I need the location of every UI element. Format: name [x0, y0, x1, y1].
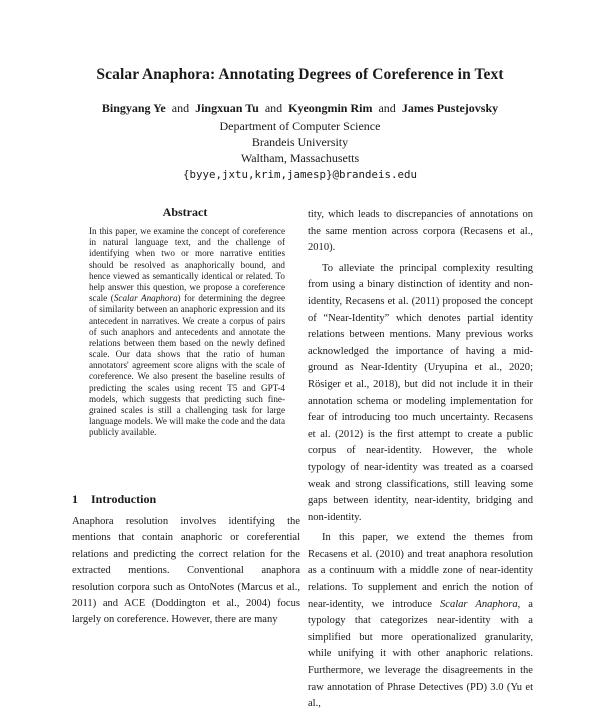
body-text: In this paper, we extend the themes from Recasens et al. (2010) and treat anaphora resolution as a continuum with a middle zone of near-identity relations. To supplement and enrich the notion of near-identity, we introduce	[308, 532, 533, 610]
author-list	[0, 101, 600, 116]
section-number: 1	[72, 492, 78, 506]
author-separator: and	[378, 101, 396, 115]
body-text: , a typology that categorizes near-identity with a simplified but more operationalized granularity, while unifying it with other anaphoric relations. Furthermore, we leverage the disagreements in the raw annotation of Phrase Detectives (PD) 3.0 (Yu et al.,	[308, 598, 533, 710]
abstract-text: ) for determining the degree of similarity between an anaphoric expression and its antecedent in narratives. We create a corpus of pairs of such anaphors and antecedents and annotate the relations between them based on the newly defined scale. Our data shows that the ratio of human annotators' agreement score aligns with the scale of coreference. We also present the baseline results of predicting the scales using recent T5 and GPT-4 models, which suggests that predicting such fine-grained scales is still a challenging task for large language models. We will make the code and the data publicly available.	[89, 293, 285, 438]
section-title: Introduction	[91, 492, 157, 506]
abstract-text: In this paper, we examine the concept of coreference in natural language text, and the challenge of identifying when two or more narrative entities should be resolved as anaphorically bound, and hence viewed as semantically identical or related. To help answer this question, we propose a coreference scale (	[89, 226, 285, 304]
affiliation-location: Waltham, Massachusetts	[240, 151, 360, 165]
author-name: Jingxuan Tu	[195, 101, 259, 115]
author-email: {byye,jxtu,krim,jamesp}@brandeis.edu	[182, 168, 417, 181]
paper-title: Scalar Anaphora: Annotating Degrees of Coreference in Text	[96, 66, 504, 83]
body-paragraph: To alleviate the principal complexity resulting from using a binary distinction of identity and non-identity, Recasens et al. (2011) proposed the concept of “Near-Identity” which denotes partial identity relations between mentions. Many previous works acknowledged the importance of having a mid-ground as Near-Identity (Uryupina et al., 2020; Rösiger et al., 2018), but did not include it in their annotation schema or modeling implementation for fear of introducing too much uncertainty. Recasens et al. (2012) is the first attempt to create a public corpus of near-identity. However, the whole typology of near-identity was treated as a coarsed weak and strong classifications, still leaving some gaps between identity, near-identity, bridging and non-identity.	[308, 262, 533, 523]
affiliation-university: Brandeis University	[251, 135, 349, 149]
body-paragraph: Anaphora resolution involves identifying the mentions that contain anaphoric or coreferential relations and predicting the correct relation for the extracted mentions. Conventional anaphora resolution corpora such as OntoNotes (Marcus et al., 2011) and ACE (Doddington et al., 2004) focus largely on coreference. However, there are many	[72, 516, 300, 626]
intro-left-column	[72, 514, 300, 629]
section-heading	[72, 492, 156, 507]
abstract-heading: Abstract	[162, 205, 208, 219]
intro-right-column	[308, 207, 533, 713]
abstract-body	[89, 226, 285, 439]
author-separator: and	[171, 101, 190, 115]
author-name: Bingyang Ye	[101, 101, 166, 115]
author-name: Kyeongmin Rim	[288, 101, 373, 115]
abstract-emphasis: Scalar Anaphora	[113, 293, 178, 304]
affiliation-department: Department of Computer Science	[219, 119, 381, 133]
author-separator: and	[264, 101, 283, 115]
body-paragraph: tity, which leads to discrepancies of annotations on the same mention across corpora (Recasens et al., 2010).	[308, 209, 533, 254]
author-name: James Pustejovsky	[401, 101, 499, 115]
body-paragraph	[308, 530, 533, 713]
body-emphasis: Scalar Anaphora	[439, 598, 518, 610]
